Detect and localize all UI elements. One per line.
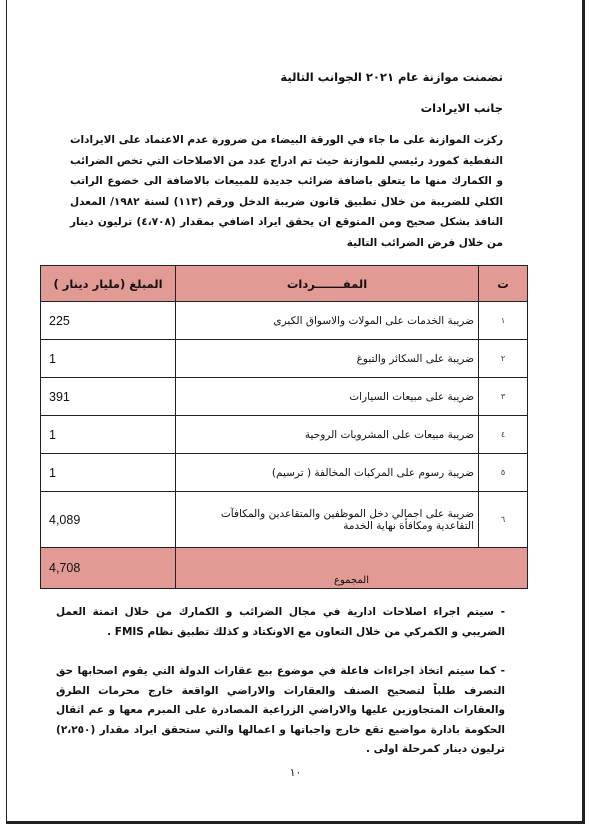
bullet-admin-reforms: - سيتم اجراء اصلاحات ادارية في مجال الضرائب و الكمارك من خلال اتمتة العمل الضريبي و الكمركي من خلال التعاون مع الاونكتاد و كذلك تطبيق نظام FMIS . [56, 606, 505, 638]
main-heading: تضمنت موازنة عام ٢٠٢١ الجوانب التالية [280, 70, 503, 84]
row-num: ٢ [479, 340, 528, 378]
row-amount: 225 [41, 302, 176, 340]
table-row [41, 492, 528, 548]
row-item: ضريبة مبيعات على المشروبات الروحية [176, 416, 479, 454]
row-amount: 391 [41, 378, 176, 416]
row-item: ضريبة الخدمات على المولات والاسواق الكبرى [176, 302, 479, 340]
total-label: المجموع [176, 548, 528, 589]
table-row [41, 416, 528, 454]
row-amount: 1 [41, 416, 176, 454]
table-row [41, 302, 528, 340]
table-row [41, 454, 528, 492]
total-amount: 4,708 [41, 548, 176, 589]
table-row [41, 378, 528, 416]
header-num: ت [479, 266, 528, 302]
bullet-state-property: - كما سيتم اتخاذ اجراءات فاعلة في موضوع بيع عقارات الدولة التي يقوم اصحابها حق التصرف طلباً لتصحيح الصنف والعقارات والاراضي الواقعة خارج محرمات الطرق والعقارات المتجاوزين عليها والاراضي الزراعية المصادرة على المبرم معها و عم اثقال الحكومة بادارة مواضيع تقع خارج واجباتها و اعمالها والتي ستحقق ايراد مقدار (٢،٢٥٠) ترليون دينار كمرحلة اولى . [56, 665, 505, 755]
table-row [41, 340, 528, 378]
row-num: ٣ [479, 378, 528, 416]
row-num: ٦ [479, 492, 528, 548]
revenue-table [40, 265, 528, 589]
intro-paragraph: ركزت الموازنة على ما جاء في الورقة البيضاء من ضرورة عدم الاعتماد على الايرادات النفطية كمورد رئيسي للموازنة حيث تم ادراج عدد من الاصلاحات التي تخص الضرائب و الكمارك منها ما يتعلق باضافة ضرائب جديدة للمبيعات بالاضافة الى خضوع الراتب الكلي للضريبة من خلال تطبيق قانون ضريبة الدخل ورقم (١١٣) لسنة ١٩٨٢/ المعدل النافذ بشكل صحيح ومن المتوقع ان يحقق ايراد اضافي بمقدار (٤،٧٠٨) ترليون دينار من خلال فرض الضرائب التالية [70, 134, 503, 249]
section-heading: جانب الايرادات [420, 101, 503, 115]
row-num: ٥ [479, 454, 528, 492]
row-amount: 1 [41, 340, 176, 378]
row-amount: 1 [41, 454, 176, 492]
row-item: ضريبة على مبيعات السيارات [176, 378, 479, 416]
table-total-row [41, 548, 528, 589]
page-number: ١٠ [289, 766, 302, 779]
row-amount: 4,089 [41, 492, 176, 548]
row-item: ضريبة على السكائر والتبوغ [176, 340, 479, 378]
header-item: المفـــــــردات [176, 266, 479, 302]
header-amount: المبلغ (مليار دينار ) [41, 266, 176, 302]
row-item: ضريبة على اجمالي دخل الموظفين والمتقاعدين والمكافآت التقاعدية ومكافأة نهاية الخدمة [176, 492, 479, 548]
row-item: ضريبة رسوم على المركبات المخالفة ( ترسيم) [176, 454, 479, 492]
row-num: ٤ [479, 416, 528, 454]
table-header-row [41, 266, 528, 302]
row-num: ١ [479, 302, 528, 340]
